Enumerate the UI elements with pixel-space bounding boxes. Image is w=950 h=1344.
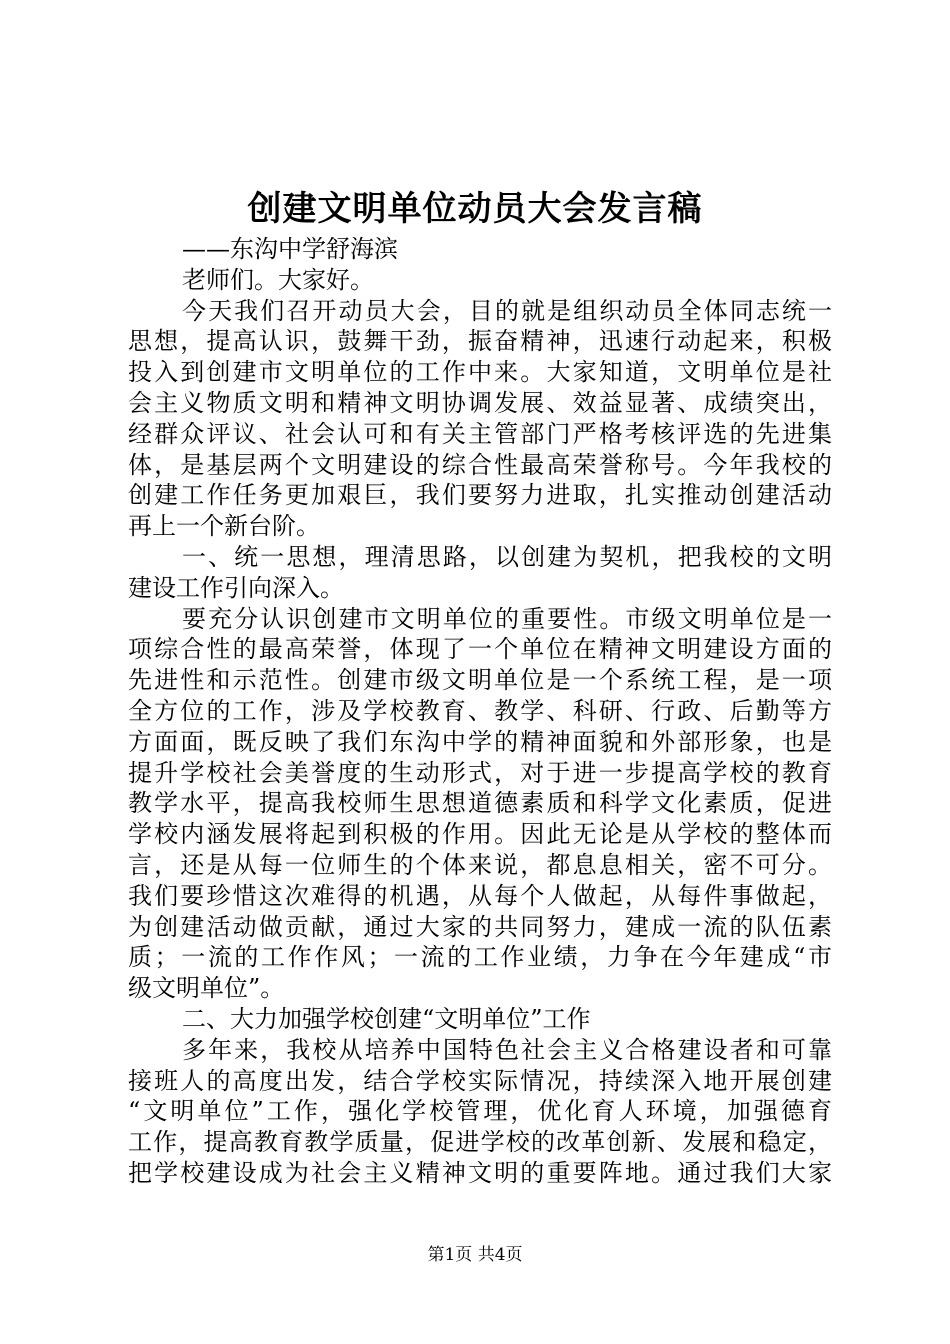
text-line: 言，还是从每一位师生的个体来说，都息息相关，密不可分。 (128, 850, 832, 879)
text-line: 再上一个新台阶。 (128, 512, 320, 541)
text-line: 提升学校社会美誉度的生动形式，对于进一步提高学校的教育 (128, 758, 832, 787)
section-heading-line: 二、大力加强学校创建“文明单位”工作 (182, 1004, 591, 1033)
text-line: 全方位的工作，涉及学校教育、教学、科研、行政、后勤等方 (128, 696, 832, 725)
text-line: 把学校建设成为社会主义精神文明的重要阵地。通过我们大家 (128, 1158, 832, 1187)
text-line: 接班人的高度出发，结合学校实际情况，持续深入地开展创建 (128, 1066, 832, 1095)
text-line: 多年来，我校从培养中国特色社会主义合格建设者和可靠 (182, 1035, 832, 1064)
text-line: 经群众评议、社会认可和有关主管部门严格考核评选的先进集 (128, 419, 832, 448)
document-title: 创建文明单位动员大会发言稿 (247, 189, 703, 229)
text-line: 要充分认识创建市文明单位的重要性。市级文明单位是一 (182, 604, 832, 633)
text-line: 我们要珍惜这次难得的机遇，从每个人做起，从每件事做起， (128, 881, 832, 910)
greeting-line: 老师们。大家好。 (182, 265, 374, 294)
document-body (128, 234, 832, 1189)
text-line: 工作，提高教育教学质量，促进学校的改革创新、发展和稳定， (128, 1128, 832, 1157)
text-line: 思想，提高认识，鼓舞干劲，振奋精神，迅速行动起来，积极 (128, 327, 832, 356)
text-line: 会主义物质文明和精神文明协调发展、效益显著、成绩突出， (128, 388, 832, 417)
text-line: 今天我们召开动员大会，目的就是组织动员全体同志统一 (182, 296, 832, 325)
text-line: 教学水平，提高我校师生思想道德素质和科学文化素质，促进 (128, 789, 832, 818)
section-heading-line: 一、统一思想，理清思路，以创建为契机，把我校的文明 (182, 542, 832, 571)
text-line: “文明单位”工作，强化学校管理，优化育人环境，加强德育 (128, 1097, 832, 1126)
text-line: 为创建活动做贡献，通过大家的共同努力，建成一流的队伍素 (128, 912, 832, 941)
text-line: 方面面，既反映了我们东沟中学的精神面貌和外部形象，也是 (128, 727, 832, 756)
text-line: 项综合性的最高荣誉，体现了一个单位在精神文明建设方面的 (128, 635, 832, 664)
page-footer: 第1页 共4页 (427, 1245, 523, 1265)
author-line: ——东沟中学舒海滨 (182, 235, 398, 263)
text-line: 级文明单位”。 (128, 974, 285, 1003)
text-line: 创建工作任务更加艰巨，我们要努力进取，扎实推动创建活动 (128, 481, 832, 510)
section-heading-line: 建设工作引向深入。 (128, 573, 344, 602)
text-line: 学校内涵发展将起到积极的作用。因此无论是从学校的整体而 (128, 820, 832, 849)
text-line: 质；一流的工作作风；一流的工作业绩，力争在今年建成“市 (128, 943, 832, 972)
text-line: 体，是基层两个文明建设的综合性最高荣誉称号。今年我校的 (128, 450, 832, 479)
text-line: 先进性和示范性。创建市级文明单位是一个系统工程，是一项 (128, 666, 832, 695)
text-line: 投入到创建市文明单位的工作中来。大家知道，文明单位是社 (128, 358, 832, 387)
